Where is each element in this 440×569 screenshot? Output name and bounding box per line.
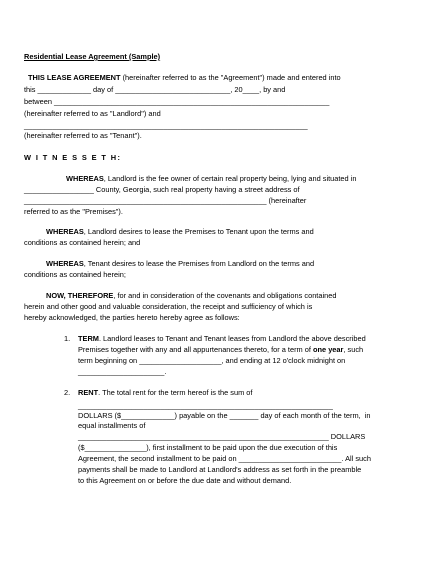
whereas1-line-4: referred to as the "Premises").: [24, 207, 123, 216]
term-line-1: [78, 334, 366, 343]
rent-line-6: ($_______________), first installment to be paid upon the due execution of this: [78, 443, 338, 452]
rent-line-2: ______________________________________________________________: [78, 401, 333, 410]
term-duration: one year: [313, 345, 344, 354]
whereas1-line-3: ___________________________________________________________ (hereinafter: [24, 196, 307, 205]
rent-line-5: _____________________________________________________________ DOLLARS: [78, 432, 366, 441]
whereas3-rest: , Tenant desires to lease the Premises from Landlord on the terms and: [83, 259, 315, 268]
rent-number: 2.: [64, 388, 71, 397]
rent-line-8: payments shall be made to Landlord at Landlord's address as set forth in the preamble: [78, 465, 362, 474]
term-line-3: term beginning on ____________________, and ending at 12 o'clock midnight on: [78, 356, 346, 365]
therefore-line-2: herein and other good and valuable consideration, the receipt and sufficiency of which is: [24, 302, 313, 311]
intro-line-1: [28, 73, 341, 82]
rent-label: RENT: [78, 388, 99, 397]
whereas1-line-1: [66, 174, 356, 183]
term-label: TERM: [78, 334, 99, 343]
term-line-2-b: , such: [343, 345, 364, 354]
term-line-2: [78, 345, 363, 354]
therefore-line-1: [46, 291, 336, 300]
intro-line-6: (hereinafter referred to as "Tenant").: [24, 131, 142, 140]
term-rest: . Landlord leases to Tenant and Tenant leases from Landlord the above described: [98, 334, 366, 343]
therefore-rest: , for and in consideration of the covenants and obligations contained: [113, 291, 337, 300]
whereas2-line-1: [46, 227, 314, 236]
rent-line-9: to this Agreement on or before the due date and without demand.: [78, 476, 292, 485]
whereas1-bold: WHEREAS: [66, 174, 104, 183]
term-line-4: _____________________.: [78, 367, 167, 376]
intro-line-5: _____________________________________________________________________: [24, 121, 308, 130]
whereas1-line-2: _________________ County, Georgia, such real property having a street address of: [24, 185, 300, 194]
rent-line-7: Agreement, the second installment to be paid on _________________________. All such: [78, 454, 371, 463]
witnesseth-heading: W I T N E S S E T H:: [24, 153, 122, 162]
intro-line-3: between ___________________________________________________________________: [24, 97, 330, 106]
intro-bold: THIS LEASE AGREEMENT: [28, 73, 121, 82]
whereas3-line-1: [46, 259, 314, 268]
whereas2-line-2: conditions as contained herein; and: [24, 238, 141, 247]
whereas2-bold: WHEREAS: [46, 227, 84, 236]
therefore-line-3: hereby acknowledged, the parties hereto hereby agree as follows:: [24, 313, 240, 322]
document-title: Residential Lease Agreement (Sample): [24, 52, 161, 61]
intro-line-2: this _____________ day of ____________________________, 20____, by and: [24, 85, 286, 94]
rent-line-4: equal installments of: [78, 421, 146, 430]
whereas1-rest: , Landlord is the fee owner of certain real property being, lying and situated in: [103, 174, 357, 183]
term-line-2-a: Premises together with any and all appurtenances thereto, for a term of: [78, 345, 313, 354]
whereas2-rest: , Landlord desires to lease the Premises to Tenant upon the terms and: [83, 227, 314, 236]
rent-line-1: [78, 388, 252, 397]
intro-rest: (hereinafter referred to as the "Agreement") made and entered into: [120, 73, 341, 82]
rent-line-3: DOLLARS ($_____________) payable on the _______ day of each month of the term, in: [78, 411, 371, 420]
intro-line-4: (hereinafter referred to as "Landlord") and: [24, 109, 161, 118]
term-number: 1.: [64, 334, 71, 343]
whereas3-bold: WHEREAS: [46, 259, 84, 268]
whereas3-line-2: conditions as contained herein;: [24, 270, 126, 279]
therefore-bold: NOW, THEREFORE: [46, 291, 114, 300]
rent-rest: . The total rent for the term hereof is the sum of: [98, 388, 253, 397]
